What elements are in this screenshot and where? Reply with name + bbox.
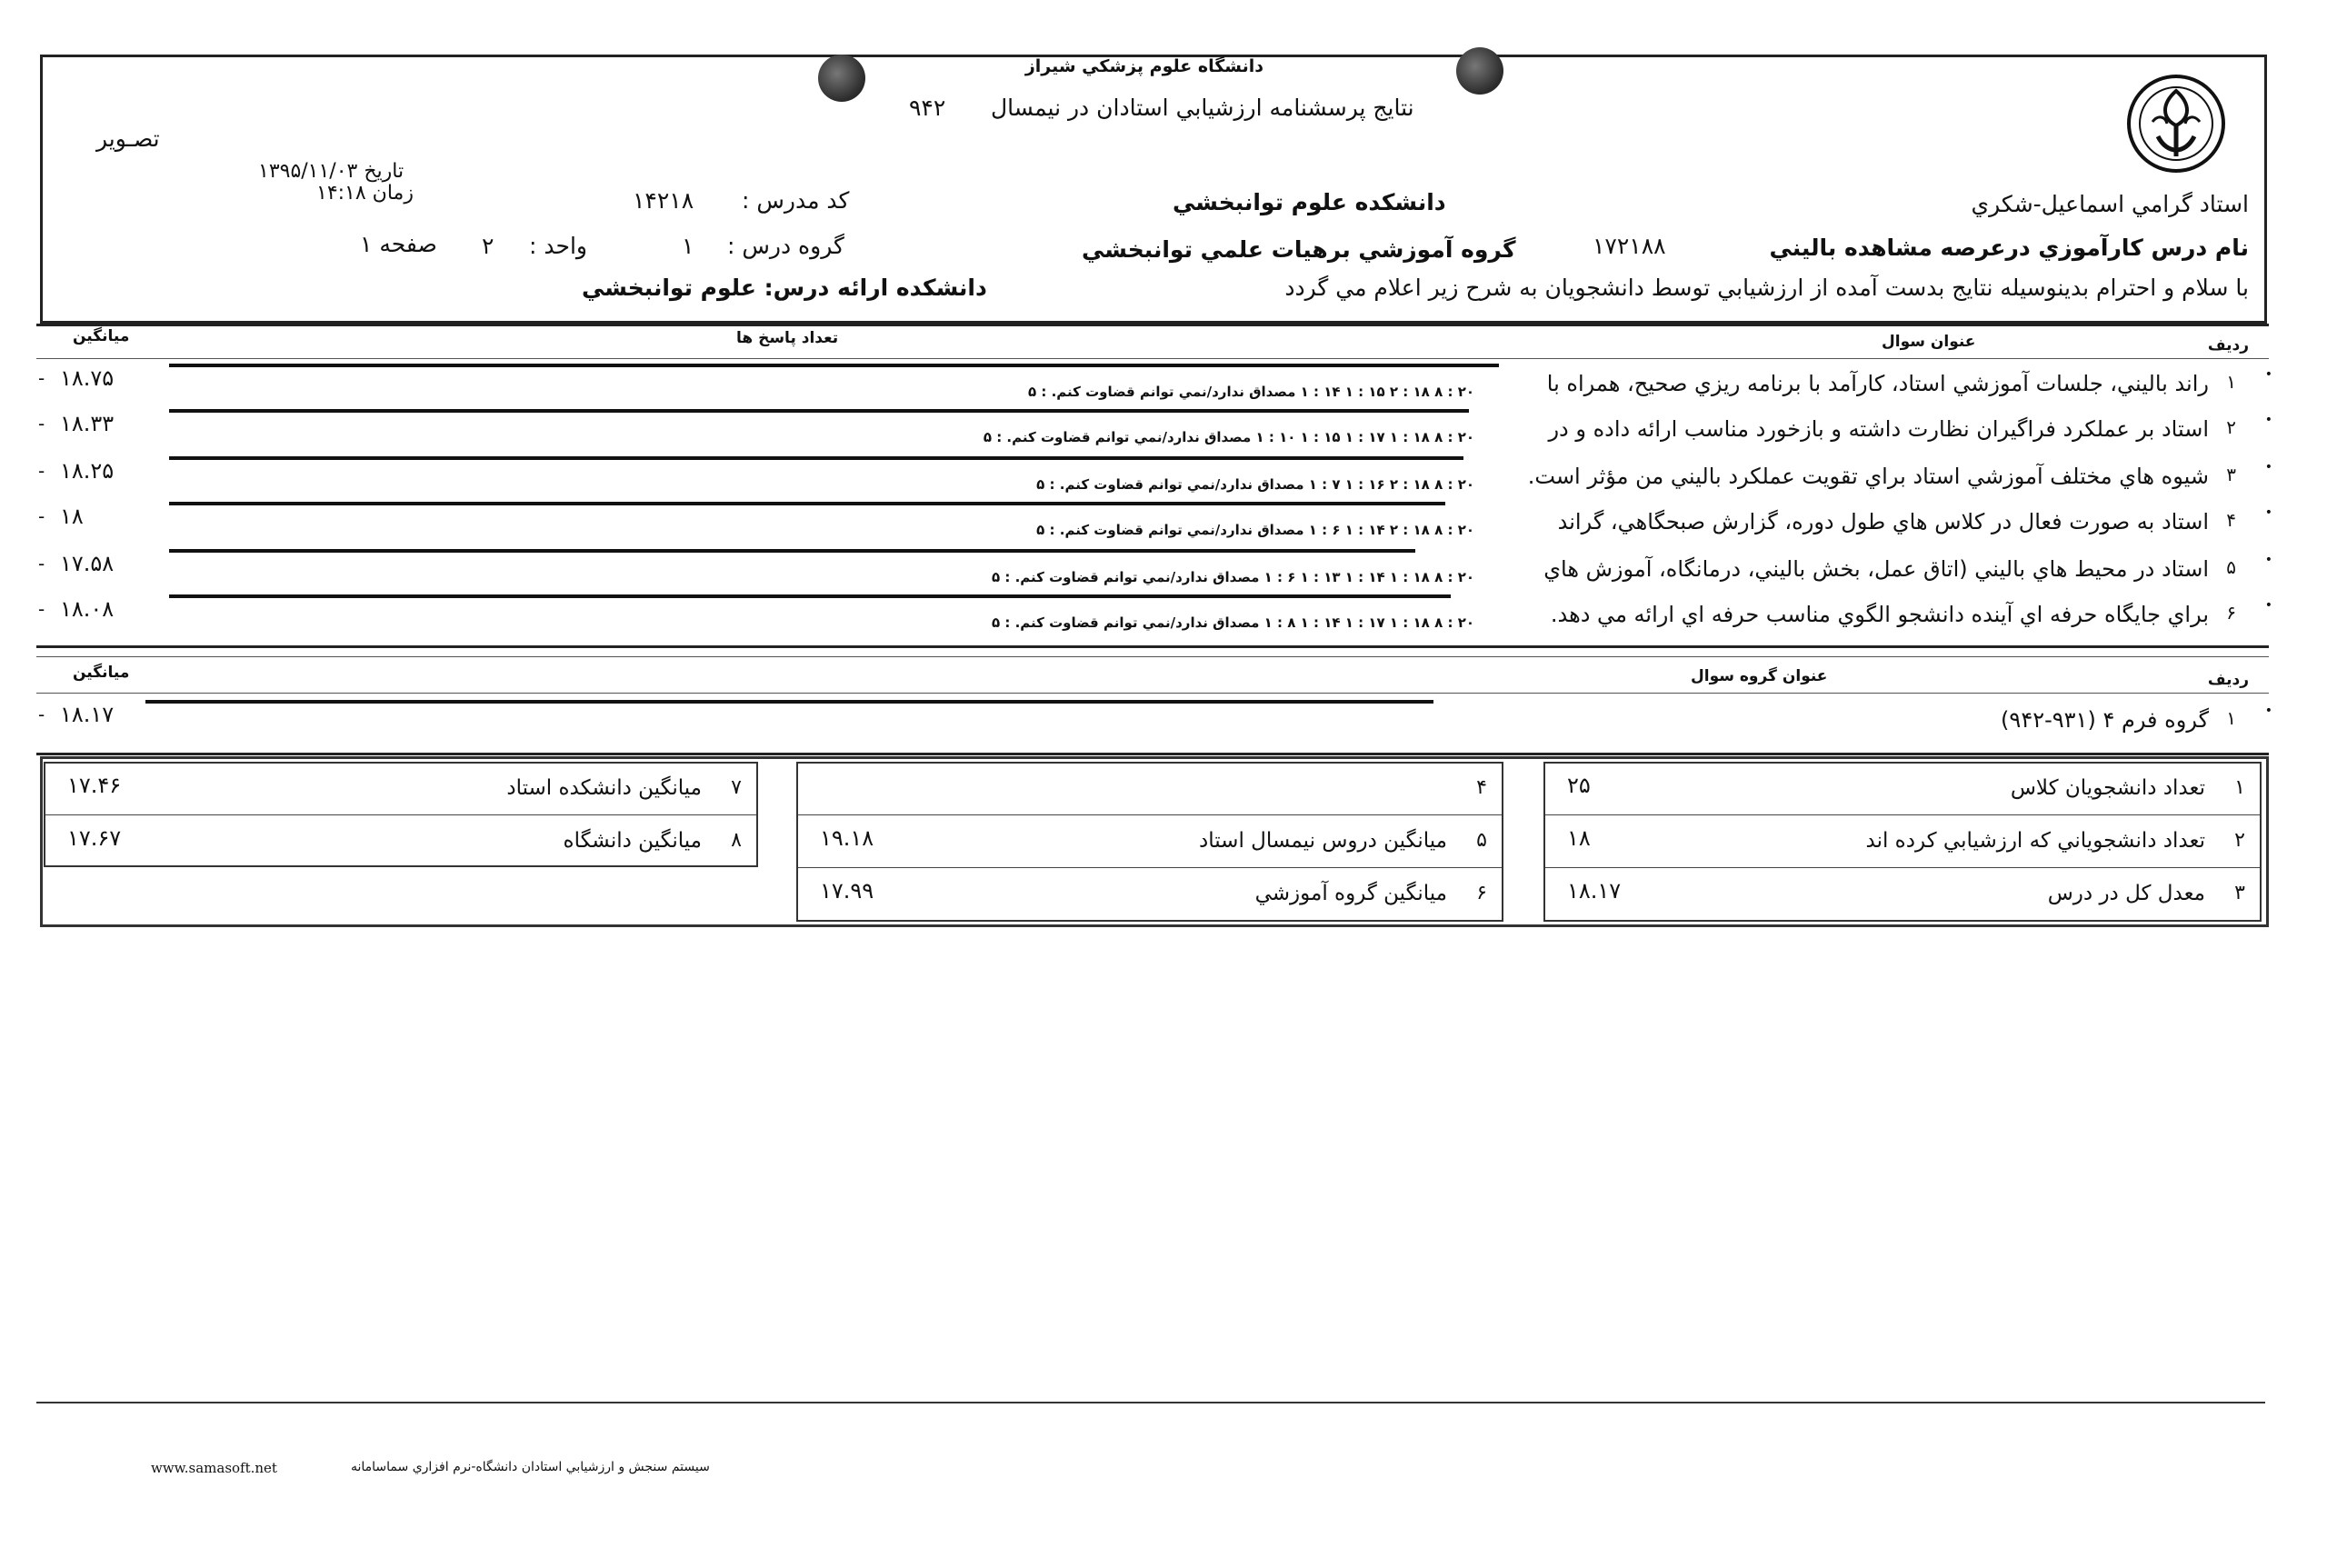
summary-row — [45, 764, 756, 815]
footer-rule — [36, 1402, 2265, 1403]
summary-row — [798, 869, 1502, 920]
row-marker: - — [38, 413, 45, 434]
row-marker: - — [38, 367, 45, 389]
summary-num: ۵ — [1476, 829, 1487, 852]
offering-school: دانشكده ارائه درس: علوم توانبخشي — [582, 275, 987, 301]
summary-value: ۲۵ — [1567, 773, 1591, 798]
question-text: استاد در محيط هاي باليني (اتاق عمل، بخش باليني، درمانگاه، آموزش هاي — [1543, 556, 2209, 582]
department-name: گروه آموزشي برهيات علمي توانبخشي — [1082, 236, 1516, 263]
question-row — [27, 596, 2272, 642]
summary-value: ۱۸ — [1567, 825, 1591, 851]
summary-label: تعداد دانشجويان كلاس — [2010, 776, 2205, 800]
summary-value: ۱۷.۴۶ — [67, 773, 122, 798]
question-answer-counts: ۲۰ : ۸ ۱۸ : ۲ ۱۴ : ۱ ۶ : ۱ مصداق ندارد/نمي توانم قضاوت كنم. : ۵ — [1036, 522, 1474, 538]
question-answer-counts: ۲۰ : ۸ ۱۸ : ۱ ۱۷ : ۱ ۱۴ : ۱ ۸ : ۱ مصداق ندارد/نمي توانم قضاوت كنم. : ۵ — [991, 614, 1474, 631]
row-bullet: • — [2264, 704, 2272, 718]
row-bullet: • — [2264, 460, 2272, 474]
teacher-code-label: كد مدرس : — [742, 187, 850, 214]
row-marker: - — [38, 460, 45, 482]
question-avg: ۱۸.۷۵ — [60, 365, 115, 391]
summary-value: ۱۹.۱۸ — [820, 825, 874, 851]
summary-label: تعداد دانشجوياني كه ارزشيابي كرده اند — [1865, 829, 2205, 853]
question-avg-bar — [169, 409, 1469, 413]
group-title: گروه فرم ۴ (۹۳۱-۹۴۲) — [2001, 707, 2209, 733]
course-unit-label: واحد : — [529, 233, 587, 259]
row-marker: - — [38, 704, 45, 725]
summary-num: ۳ — [2234, 882, 2245, 904]
question-row — [27, 411, 2272, 456]
summary-value: ۱۷.۹۹ — [820, 878, 874, 904]
question-row — [27, 551, 2272, 596]
summary-num: ۶ — [1476, 882, 1487, 904]
semester-code: ۹۴۲ — [909, 95, 946, 121]
groups-header-rule — [36, 693, 2269, 694]
question-text: براي جايگاه حرفه اي آينده دانشجو الگوي مناسب حرفه اي ارائه مي دهد. — [1550, 602, 2209, 627]
group-row — [27, 702, 2272, 747]
row-marker: - — [38, 553, 45, 574]
question-text: استاد بر عملكرد فراگيران نظارت داشته و بازخورد مناسب ارائه داده و در — [1548, 416, 2209, 442]
question-number: ۲ — [2226, 416, 2236, 438]
groups-top-rule — [36, 656, 2269, 657]
question-number: ۵ — [2226, 556, 2236, 578]
summary-label: ميانگين دروس نيمسال استاد — [1198, 829, 1447, 853]
summary-num: ۲ — [2234, 829, 2245, 852]
question-row — [27, 504, 2272, 549]
teacher-code: ۱۴۲۱۸ — [633, 187, 694, 214]
group-avg: ۱۸.۱۷ — [60, 702, 115, 727]
punch-hole-left — [818, 55, 865, 102]
question-avg-bar — [169, 456, 1463, 460]
questions-header-rule — [36, 358, 2269, 359]
summary-num: ۸ — [731, 829, 742, 852]
row-bullet: • — [2264, 367, 2272, 382]
row-bullet: • — [2264, 553, 2272, 567]
question-answer-counts: ۲۰ : ۸ ۱۸ : ۲ ۱۵ : ۱ ۱۴ : ۱ مصداق ندارد/نمي توانم قضاوت كنم. : ۵ — [1027, 384, 1474, 400]
summary-row — [1545, 869, 2260, 920]
question-avg: ۱۸.۳۳ — [60, 411, 115, 436]
question-avg: ۱۸.۲۵ — [60, 458, 115, 484]
summary-label: ميانگين گروه آموزشي — [1254, 882, 1447, 905]
intro-text: با سلام و احترام بدينوسيله نتايج بدست آمده از ارزشيابي توسط دانشجويان به شرح زير اعلام مي گردد — [1284, 275, 2249, 301]
summary-label: ميانگين دانشكده استاد — [506, 776, 702, 800]
groups-bottom-rule — [36, 753, 2269, 755]
question-number: ۱ — [2226, 371, 2236, 393]
summary-num: ۷ — [731, 776, 742, 799]
group-avg-bar — [145, 700, 1433, 704]
summary-row — [1545, 764, 2260, 815]
question-avg-bar — [169, 364, 1499, 367]
summary-row — [798, 764, 1502, 815]
row-marker: - — [38, 598, 45, 620]
question-avg: ۱۸.۰۸ — [60, 596, 115, 622]
col-avg-header: ميانگين — [73, 327, 130, 345]
report-title: نتايج پرسشنامه ارزشيابي استادان در نيمسال — [991, 95, 1414, 121]
course-code: ۱۷۲۱۸۸ — [1593, 233, 1666, 259]
group-col-avg-header: ميانگين — [73, 664, 130, 682]
summary-label: ميانگين دانشگاه — [563, 829, 702, 853]
question-text: شيوه هاي مختلف آموزشي استاد براي تقويت عملكرد باليني من مؤثر است. — [1527, 464, 2209, 489]
col-title-header: عنوان سوال — [1882, 333, 1976, 351]
summary-value: ۱۷.۶۷ — [67, 825, 122, 851]
summary-left-box — [44, 762, 758, 867]
teacher-name: استاد گرامي اسماعيل-شكري — [1971, 191, 2249, 217]
question-avg-bar — [169, 502, 1445, 505]
group-col-title-header: عنوان گروه سوال — [1691, 667, 1828, 685]
question-number: ۴ — [2226, 509, 2236, 531]
question-number: ۳ — [2226, 464, 2236, 485]
university-name: دانشگاه علوم پزشكي شيراز — [1024, 56, 1263, 76]
question-number: ۶ — [2226, 602, 2236, 624]
question-answer-counts: ۲۰ : ۸ ۱۸ : ۱ ۱۴ : ۱ ۱۳ : ۱ ۶ : ۱ مصداق ندارد/نمي توانم قضاوت كنم. : ۵ — [991, 569, 1474, 585]
report-date: تاريخ ۱۳۹۵/۱۱/۰۳ — [258, 160, 404, 183]
footer-website: www.samasoft.net — [151, 1460, 277, 1476]
course-unit-value: ۲ — [482, 233, 494, 259]
course-group-value: ۱ — [682, 233, 694, 259]
summary-num: ۴ — [1476, 776, 1487, 799]
questions-top-rule — [36, 324, 2269, 326]
summary-row — [1545, 816, 2260, 868]
course-group-label: گروه درس : — [727, 233, 844, 259]
question-avg: ۱۷.۵۸ — [60, 551, 115, 576]
summary-row — [45, 816, 756, 867]
summary-middle-box — [796, 762, 1503, 922]
question-row — [27, 458, 2272, 504]
image-label: تصـوير — [96, 125, 160, 152]
punch-hole-right — [1456, 47, 1503, 95]
group-col-row-header: رديف — [2207, 671, 2249, 689]
question-avg: ۱۸ — [60, 504, 84, 529]
footer-system-name: سيستم سنجش و ارزشيابي استادان دانشگاه-نرم افزاري سماسامانه — [351, 1460, 710, 1474]
summary-num: ۱ — [2234, 776, 2245, 799]
question-avg-bar — [169, 549, 1415, 553]
summary-right-box — [1543, 762, 2262, 922]
summary-value: ۱۸.۱۷ — [1567, 878, 1622, 904]
question-row — [27, 365, 2272, 411]
col-counts-header: تعداد پاسخ ها — [736, 329, 839, 347]
row-marker: - — [38, 505, 45, 527]
summary-row — [798, 816, 1502, 868]
report-time: زمان ۱۴:۱۸ — [316, 182, 414, 205]
page-number: صفحه ۱ — [360, 231, 437, 257]
university-seal-logo — [2125, 73, 2227, 175]
questions-bottom-rule — [36, 645, 2269, 648]
question-text: استاد به صورت فعال در كلاس هاي طول دوره، گزارش صبحگاهي، گراند — [1557, 509, 2209, 534]
question-text: راند باليني، جلسات آموزشي استاد، كارآمد با برنامه ريزي صحيح، همراه با — [1546, 371, 2209, 396]
question-answer-counts: ۲۰ : ۸ ۱۸ : ۱ ۱۷ : ۱ ۱۵ : ۱ ۱۰ : ۱ مصداق ندارد/نمي توانم قضاوت كنم. : ۵ — [983, 429, 1474, 445]
question-avg-bar — [169, 594, 1451, 598]
row-bullet: • — [2264, 413, 2272, 427]
row-bullet: • — [2264, 598, 2272, 613]
summary-label: معدل كل در درس — [2047, 882, 2205, 905]
col-row-header: رديف — [2207, 336, 2249, 355]
question-answer-counts: ۲۰ : ۸ ۱۸ : ۲ ۱۶ : ۱ ۷ : ۱ مصداق ندارد/نمي توانم قضاوت كنم. : ۵ — [1036, 476, 1474, 493]
school-name: دانشكده علوم توانبخشي — [1173, 189, 1446, 215]
group-number: ۱ — [2226, 707, 2236, 729]
row-bullet: • — [2264, 505, 2272, 520]
course-name: نام درس كارآموزي درعرصه مشاهده باليني — [1769, 235, 2249, 261]
